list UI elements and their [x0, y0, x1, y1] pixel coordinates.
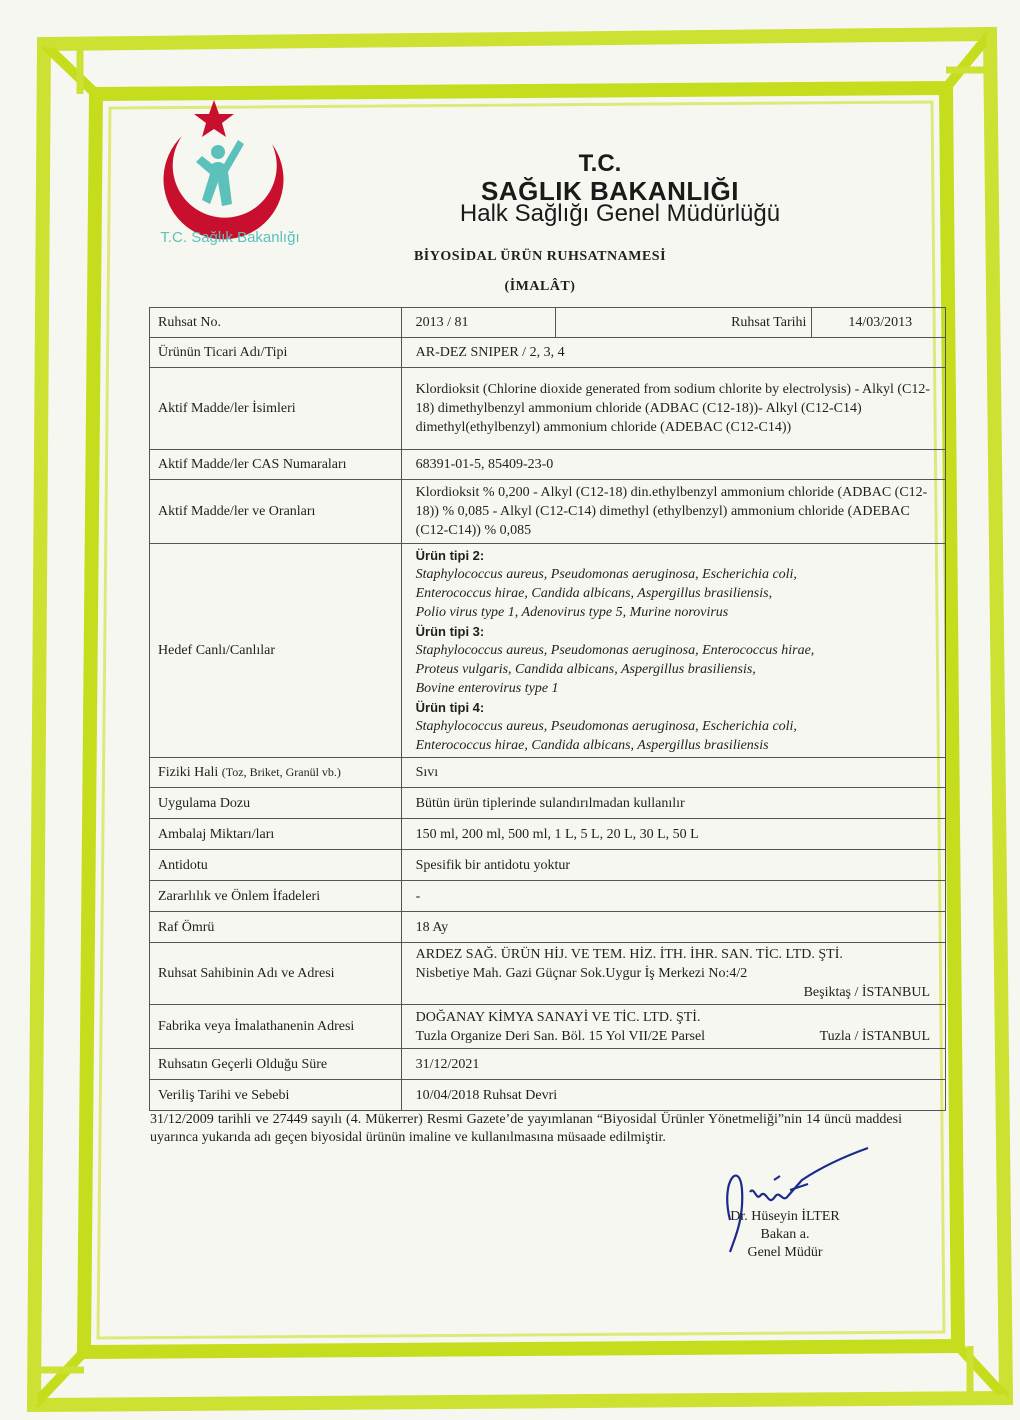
package-value: 150 ml, 200 ml, 500 ml, 1 L, 5 L, 20 L, 30 L, 50 L: [401, 819, 945, 850]
cas-value: 68391-01-5, 85409-23-0: [401, 450, 945, 480]
license-date-value: 14/03/2013: [812, 308, 946, 338]
star-icon: [194, 100, 234, 137]
physical-label-note: (Toz, Briket, Granül vb.): [221, 765, 341, 779]
cas-label: Aktif Madde/ler CAS Numaraları: [150, 450, 402, 480]
table-row: [150, 758, 946, 788]
document-title: BİYOSİDAL ÜRÜN RUHSATNAMESİ: [413, 249, 667, 264]
dose-value: Bütün ürün tiplerinde sulandırılmadan kullanılır: [401, 788, 945, 819]
table-row: [150, 1049, 946, 1080]
product-type-4-line: Staphylococcus aureus, Pseudomonas aeruginosa, Escherichia coli,: [415, 719, 797, 734]
product-type-4-label: Ürün tipi 4:: [415, 700, 485, 715]
validity-label: Ruhsatın Geçerli Olduğu Süre: [150, 1049, 402, 1080]
table-row: [150, 788, 946, 819]
product-type-2-line: Staphylococcus aureus, Pseudomonas aeruginosa, Escherichia coli,: [415, 567, 797, 582]
product-type-2-line: Enterococcus hirae, Candida albicans, Aspergillus brasiliensis,: [415, 586, 773, 601]
ratio-value: Klordioksit % 0,200 - Alkyl (C12-18) din.ethylbenzyl ammonium chloride (ADBAC (C12-18)) % 0,085 - Alkyl (C12-C14) dimethyl (ethylbenzyl) ammonium chloride (ADEBAC (C12-C14)) % 0,085: [401, 480, 945, 544]
license-no-value: 2013 / 81: [401, 308, 555, 338]
physical-label-text: Fiziki Hali: [158, 765, 219, 780]
product-type-2-line: Polio virus type 1, Adenovirus type 5, Murine norovirus: [415, 605, 729, 620]
target-label: Hedef Canlı/Canlılar: [150, 544, 402, 758]
signatory-title: Genel Müdür: [747, 1245, 823, 1260]
license-no-label: Ruhsat No.: [150, 308, 402, 338]
active-names-label: Aktif Madde/ler İsimleri: [150, 368, 402, 450]
product-type-2-label: Ürün tipi 2:: [415, 548, 485, 563]
dose-label: Uygulama Dozu: [150, 788, 402, 819]
hazard-label: Zararlılık ve Önlem İfadeleri: [150, 881, 402, 912]
header-directorate: Halk Sağlığı Genel Müdürlüğü: [459, 200, 781, 227]
shelf-life-label: Raf Ömrü: [150, 912, 402, 943]
table-row: [150, 850, 946, 881]
table-row: [150, 368, 946, 450]
issue-label: Veriliş Tarihi ve Sebebi: [150, 1080, 402, 1111]
physical-value: Sıvı: [401, 758, 945, 788]
factory-value: [401, 1005, 945, 1049]
factory-city: Tuzla / İSTANBUL: [819, 1028, 930, 1044]
shelf-life-value: 18 Ay: [401, 912, 945, 943]
table-row: [150, 544, 946, 758]
license-table: [149, 307, 946, 1111]
factory-line: [416, 1027, 940, 1046]
table-row: [150, 881, 946, 912]
package-label: Ambalaj Miktarı/ları: [150, 819, 402, 850]
trade-name-label: Ürünün Ticari Adı/Tipi: [150, 338, 402, 368]
product-type-3-line: Proteus vulgaris, Candida albicans, Aspergillus brasiliensis,: [415, 662, 756, 677]
holder-line: ARDEZ SAĞ. ÜRÜN HİJ. VE TEM. HİZ. İTH. İHR. SAN. TİC. LTD. ŞTİ.: [415, 947, 843, 962]
active-names-value: Klordioksit (Chlorine dioxide generated from sodium chlorite by electrolysis) - Alkyl (C12-18) dimethylbenzyl ammonium chloride (ADBAC (C12-18))- Alkyl (C12-C14) dimethyl(ethylbenzyl) ammonium chloride (ADEBAC (C12-C14)): [401, 368, 945, 450]
table-row: [150, 1005, 946, 1049]
signatory-block: [690, 1208, 880, 1262]
header-ministry: SAĞLIK BAKANLIĞI: [481, 176, 739, 206]
target-value: [401, 544, 945, 758]
physical-label: [150, 758, 402, 788]
signatory-name: Dr. Hüseyin İLTER: [730, 1209, 840, 1224]
product-type-3-label: Ürün tipi 3:: [415, 624, 485, 639]
issue-value: 10/04/2018 Ruhsat Devri: [401, 1080, 945, 1111]
product-type-4-line: Enterococcus hirae, Candida albicans, Aspergillus brasiliensis: [415, 738, 769, 753]
hazard-value: -: [401, 881, 945, 912]
validity-value: 31/12/2021: [401, 1049, 945, 1080]
table-row: [150, 338, 946, 368]
product-type-3-line: Staphylococcus aureus, Pseudomonas aeruginosa, Enterococcus hirae,: [415, 643, 815, 658]
factory-line: DOĞANAY KİMYA SANAYİ VE TİC. LTD. ŞTİ.: [415, 1009, 701, 1025]
ratio-label: Aktif Madde/ler ve Oranları: [150, 480, 402, 544]
product-type-3-line: Bovine enterovirus type 1: [415, 681, 559, 696]
license-date-label: Ruhsat Tarihi: [555, 308, 812, 338]
holder-value: [401, 943, 945, 1005]
signatory-line: Bakan a.: [760, 1227, 810, 1242]
antidote-value: Spesifik bir antidotu yoktur: [401, 850, 945, 881]
factory-address: Tuzla Organize Deri San. Böl. 15 Yol VII/2E Parsel: [415, 1028, 706, 1044]
factory-label: Fabrika veya İmalathanenin Adresi: [150, 1005, 402, 1049]
table-row: [150, 480, 946, 544]
table-row: [150, 1080, 946, 1111]
footnote: 31/12/2009 tarihli ve 27449 sayılı (4. Mükerrer) Resmi Gazete’de yayımlanan “Biyosidal Ürünler Yönetmeliği”nin 14 üncü maddesi uyarınca yukarıda adı geçen biyosidal ürünün imaline ve kullanılmasına müsaade edilmiştir.: [150, 1112, 902, 1145]
table-row: [150, 943, 946, 1005]
trade-name-value: AR-DEZ SNIPER / 2, 3, 4: [401, 338, 945, 368]
holder-line: Beşiktaş / İSTANBUL: [803, 985, 930, 1000]
table-row: [150, 819, 946, 850]
table-row: [150, 308, 946, 338]
holder-line: Nisbetiye Mah. Gazi Güçnar Sok.Uygur İş Merkezi No:4/2: [415, 966, 748, 981]
logo-text: T.C. Sağlık Bakanlığı: [160, 229, 300, 246]
antidote-label: Antidotu: [150, 850, 402, 881]
document-subtitle: (İMALÂT): [504, 279, 576, 294]
header-tc: T.C.: [578, 150, 622, 177]
holder-label: Ruhsat Sahibinin Adı ve Adresi: [150, 943, 402, 1005]
table-row: [150, 450, 946, 480]
table-row: [150, 912, 946, 943]
